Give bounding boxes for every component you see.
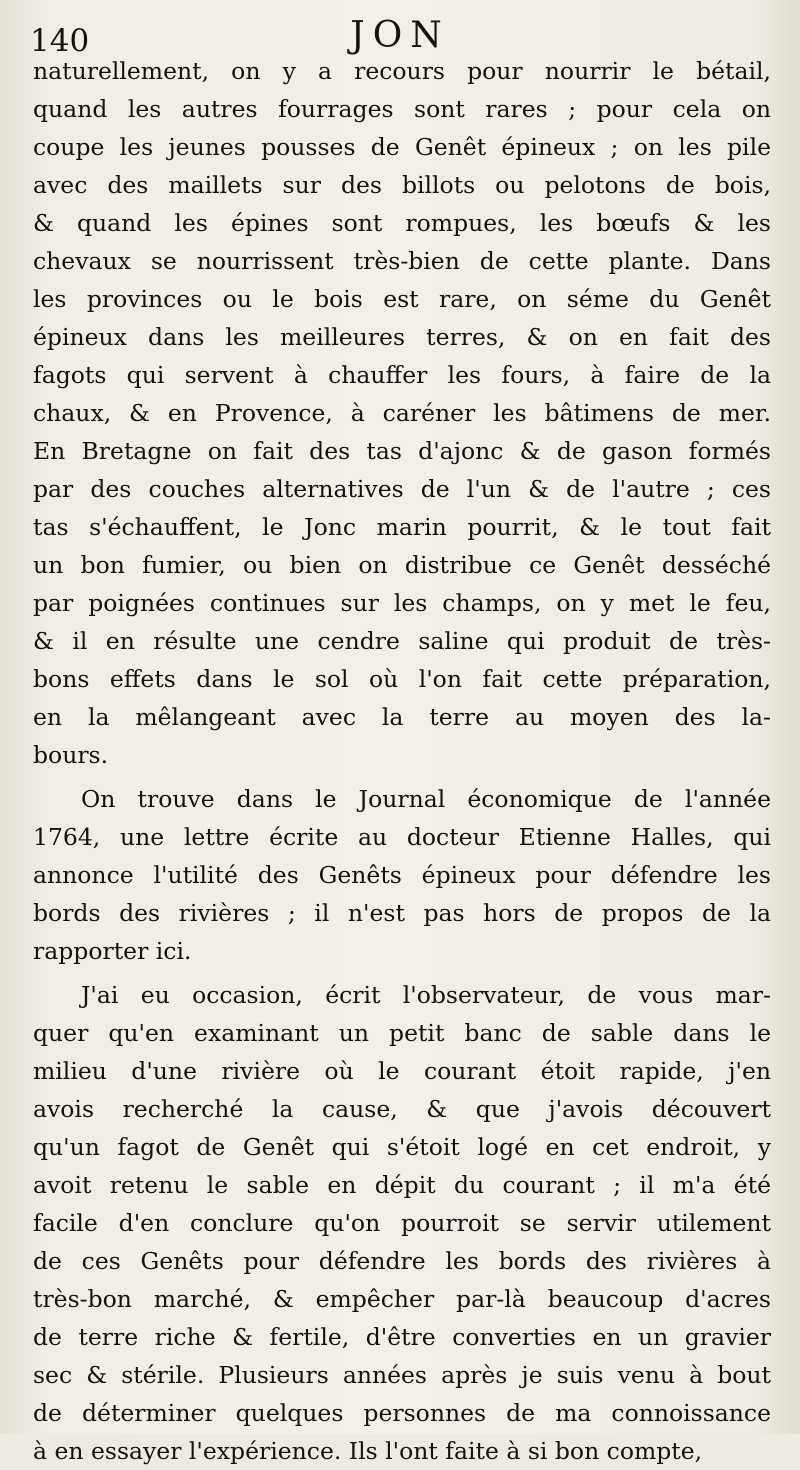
paragraph (33, 780, 771, 970)
text-line: avec des maillets sur des billots ou pelotons de bois, (33, 171, 771, 199)
body-text (33, 52, 771, 1470)
text-line: en la mêlangeant avec la terre au moyen des la- (33, 703, 771, 731)
text-line: rapporter ici. (33, 937, 192, 965)
text-line: avoit retenu le sable en dépit du courant ; il m'a été (33, 1171, 771, 1199)
text-line: fagots qui servent à chauffer les fours, à faire de la (33, 361, 771, 389)
text-line: épineux dans les meilleures terres, & on en fait des (33, 323, 771, 351)
text-line: bons effets dans le sol où l'on fait cette préparation, (33, 665, 771, 693)
text-line: J'ai eu occasion, écrit l'observateur, de vous mar- (81, 981, 771, 1009)
text-line: bours. (33, 741, 109, 769)
text-line: par des couches alternatives de l'un & de l'autre ; ces (33, 475, 771, 503)
text-line: chaux, & en Provence, à caréner les bâtimens de mer. (33, 399, 771, 427)
running-head: JON (350, 15, 450, 56)
text-line: naturellement, on y a recours pour nourrir le bétail, (33, 57, 771, 85)
text-line: de terre riche & fertile, d'être converties en un gravier (33, 1323, 771, 1351)
text-line: 1764, une lettre écrite au docteur Etienne Halles, qui (33, 823, 771, 851)
text-line: un bon fumier, ou bien on distribue ce Genêt desséché (33, 551, 771, 579)
text-line: tas s'échauffent, le Jonc marin pourrit, & le tout fait (33, 513, 771, 541)
text-line: à en essayer l'expérience. Ils l'ont faite à si bon compte, (33, 1437, 703, 1465)
text-line: On trouve dans le Journal économique de l'année (81, 785, 771, 813)
text-line: facile d'en conclure qu'on pourroit se servir utilement (33, 1209, 771, 1237)
text-line: avois recherché la cause, & que j'avois découvert (33, 1095, 771, 1123)
text-line: chevaux se nourrissent très-bien de cette plante. Dans (33, 247, 771, 275)
text-line: & quand les épines sont rompues, les bœufs & les (33, 209, 771, 237)
text-line: qu'un fagot de Genêt qui s'étoit logé en cet endroit, y (33, 1133, 771, 1161)
text-line: de déterminer quelques personnes de ma connoissance (33, 1399, 771, 1427)
text-line: milieu d'une rivière où le courant étoit rapide, j'en (33, 1057, 771, 1085)
text-line: par poignées continues sur les champs, on y met le feu, (33, 589, 771, 617)
paragraph (33, 976, 771, 1470)
page-number: 140 (30, 23, 90, 59)
text-line: les provinces ou le bois est rare, on séme du Genêt (33, 285, 771, 313)
page-header (0, 10, 800, 58)
text-line: quer qu'en examinant un petit banc de sable dans le (33, 1019, 771, 1047)
text-line: coupe les jeunes pousses de Genêt épineux ; on les pile (33, 133, 771, 161)
paragraph (33, 52, 771, 774)
text-line: très-bon marché, & empêcher par-là beaucoup d'acres (33, 1285, 771, 1313)
text-line: annonce l'utilité des Genêts épineux pour défendre les (33, 861, 771, 889)
text-line: & il en résulte une cendre saline qui produit de très- (33, 627, 771, 655)
text-line: En Bretagne on fait des tas d'ajonc & de gason formés (33, 437, 771, 465)
text-line: quand les autres fourrages sont rares ; pour cela on (33, 95, 771, 123)
text-line: bords des rivières ; il n'est pas hors de propos de la (33, 899, 771, 927)
text-line: de ces Genêts pour défendre les bords des rivières à (33, 1247, 771, 1275)
text-line: sec & stérile. Plusieurs années après je suis venu à bout (33, 1361, 771, 1389)
